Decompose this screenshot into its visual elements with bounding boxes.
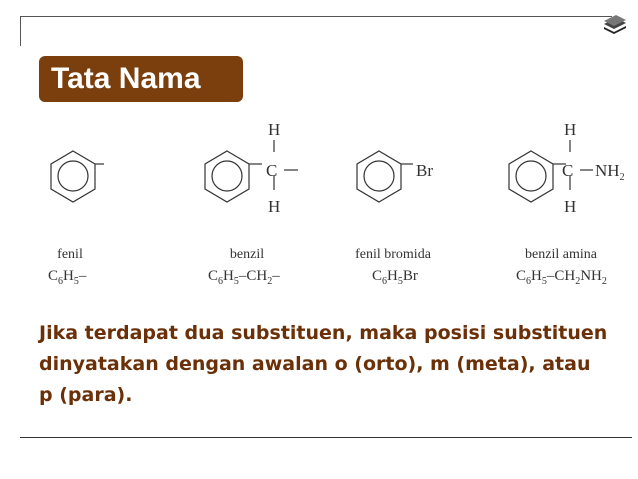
amina-h-top: H <box>564 120 577 139</box>
structure-figure <box>0 110 638 300</box>
body-text: Jika terdapat dua substituen, maka posisi substituen dinyatakan dengan awalan o (orto), m (meta), atau p (para). <box>39 322 608 406</box>
label-benzil: benzil <box>229 247 265 262</box>
formula-fenil: $C_6H_5-$ <box>48 268 87 287</box>
formula-benzil: $C_6H_5-CH_2-$ <box>208 268 280 287</box>
benzil-h-bottom: H <box>268 197 281 216</box>
label-fenil: fenil <box>57 247 83 262</box>
amina-nh2: $NH_2$ <box>595 161 625 183</box>
top-rule <box>20 16 612 17</box>
benzil-c: C <box>266 161 278 180</box>
slide-deco-icon <box>602 10 628 36</box>
slide-title: Tata Nama <box>39 56 243 102</box>
bottom-rule <box>20 437 632 438</box>
formula-fenil-bromida: $C_6H_5Br$ <box>372 268 418 287</box>
amina-c: C <box>562 161 574 180</box>
amina-h-bottom: H <box>564 197 577 216</box>
label-fenil-bromida: fenil bromida <box>355 247 431 262</box>
benzene-ring-fenil-bromida <box>357 151 413 202</box>
bromida-br: Br <box>416 161 433 180</box>
benzil-h-top: H <box>268 120 281 139</box>
label-benzil-amina: benzil amina <box>525 247 597 262</box>
benzene-ring-fenil <box>51 151 104 202</box>
formula-benzil-amina: $C_6H_5-CH_2NH_2$ <box>516 268 607 287</box>
benzene-ring-benzil-amina <box>509 140 593 202</box>
left-rule <box>20 16 21 46</box>
benzene-ring-benzil <box>205 140 298 202</box>
